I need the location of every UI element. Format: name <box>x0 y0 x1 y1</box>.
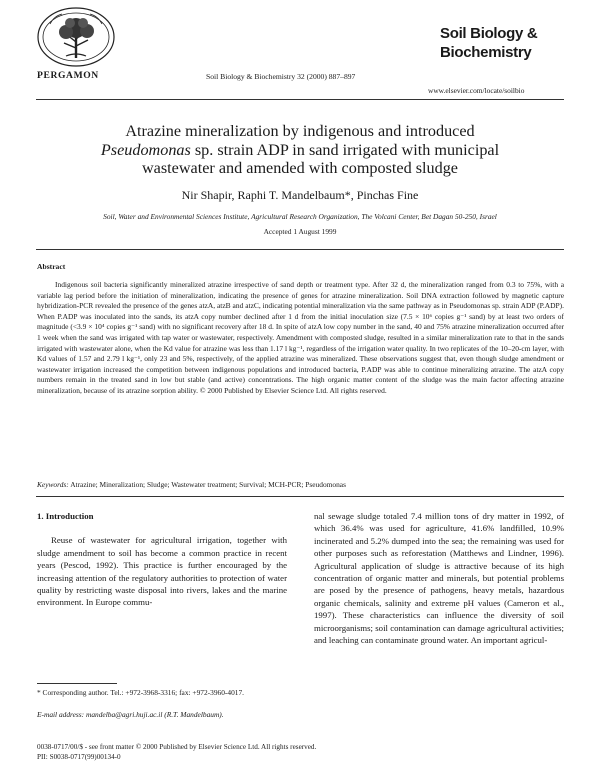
footnote-rule <box>37 683 117 684</box>
left-column <box>37 510 287 609</box>
pii-line: PII: S0038-0717(99)00134-0 <box>37 753 121 761</box>
header-rule <box>36 99 564 100</box>
footnote-corresponding: * Corresponding author. Tel.: +972-3968-3316; fax: +972-3960-4017. <box>37 688 244 697</box>
accepted-date: Accepted 1 August 1999 <box>263 227 337 236</box>
abstract-bottom-rule <box>36 496 564 497</box>
journal-url[interactable]: www.elsevier.com/locate/soilbio <box>428 86 525 95</box>
keywords-list: Atrazine; Mineralization; Sludge; Wastewater treatment; Survival; MCH-PCR; Pseudomonas <box>68 480 346 489</box>
affiliation: Soil, Water and Environmental Sciences Institute, Agricultural Research Organization, The Volcani Center, Bet Dagan 50-250, Israel <box>103 212 497 221</box>
abstract-top-rule <box>36 249 564 250</box>
authors: Nir Shapir, Raphi T. Mandelbaum*, Pinchas Fine <box>181 188 419 202</box>
publisher-name: PERGAMON <box>37 70 99 81</box>
keywords-label: Keywords: <box>37 480 69 489</box>
journal-citation: Soil Biology & Biochemistry 32 (2000) 887–897 <box>206 72 356 81</box>
section-heading-introduction: 1. Introduction <box>37 511 94 521</box>
journal-name-line2: Biochemistry <box>440 44 532 61</box>
front-matter-line: 0038-0717/00/$ - see front matter © 2000 Published by Elsevier Science Ltd. All rights reserved. <box>37 743 317 751</box>
journal-name <box>440 24 570 62</box>
title-line-3: wastewater and amended with composted sludge <box>141 159 458 178</box>
title-genus: Pseudomonas <box>100 140 191 159</box>
title-line-2 <box>36 141 564 160</box>
intro-paragraph-right: nal sewage sludge totaled 7.4 million tons of dry matter in 1992, of which 36.4% was used for agriculture, 41.6% landfilled, 10.9% incinerated and 5.2% dumped into the sea; the remaining was used for other purposes such as reforestation (Matthews and Lindner, 1996). Agricultural application of sludge is attractive because of its high concentration of organic matter and minerals, but potential problems are posed by the presence of pathogens, heavy metals, hazardous organic chemicals, salinity and extreme pH values (Cameron et al., 1997). These characteristics can influence the diversity of soil microorganisms; soil contamination can damage agricultural activities; and leaching can contaminate ground water. An important agricul- <box>314 511 564 646</box>
publisher-logo-icon <box>36 6 116 68</box>
article-title <box>36 122 564 178</box>
title-line-2-rest: sp. strain ADP in sand irrigated with municipal <box>190 140 500 159</box>
keywords <box>37 480 564 489</box>
journal-name-line1: Soil Biology & <box>440 25 538 42</box>
bottom-info <box>37 742 316 762</box>
footnote-email: E-mail address: mandelba@agri.huji.ac.il (R.T. Mandelbaum). <box>37 710 224 719</box>
abstract-text: Indigenous soil bacteria significantly mineralized atrazine irrespective of sand depth or treatment type. After 32 d, the mineralization ranged from 0.3 to 75%, with a variable lag period before the initiation of mineralization, indicating the presence of genes for atrazine mineralization. Soil DNA extraction followed by magnetic capture hybridization-PCR revealed the presence of the genes atzA, atzB and atzC, indicating potential mineralization via the same pathway as in Pseudomonas sp. strain ADP (P.ADP). When P.ADP was inoculated into the sands, its atzA copy number declined after 1 d from the initial inoculation size (7.5 × 10⁶ copies g⁻¹ sand) by at least two orders of magnitude (<3.9 × 10⁴ copies g⁻¹ sand) with no significant recovery after 18 d. In spite of atzA low copy number in the sand, 40 and 75% atrazine mineralization occurred after 1 week when the sand was irrigated with tap water or wastewater, respectively. Amendment with composted sludge, resulted in a similar mineralization rate to that in the sands irrigated with wastewater alone, when the Kd value for atrazine was less than 1.17 l kg⁻¹, regardless of the irrigation water quality. In two replicates of the 10–20-cm layer, with Kd values of 1.57 and 2.79 l kg⁻¹, only 23 and 5%, respectively, of the applied atrazine was mineralized. These observations suggest that, even though sludge amendment or wastewater irrigation increased the competition between indigenous populations and introduced bacteria, P.ADP was able to continue mineralizing atrazine. The atzA copy numbers remain in the treated sand in low but stable (and active) concentrations. The high organic matter content of the sludge was the main factor affecting atrazine mineralization, because of its atrazine sorption ability. © 2000 Published by Elsevier Science Ltd. All rights reserved. <box>37 280 564 395</box>
abstract-heading: Abstract <box>37 262 66 271</box>
intro-paragraph-left: Reuse of wastewater for agricultural irrigation, together with sludge amendment to soil has become a common practice in recent years (Pescod, 1992). This practice is further encouraged by the increasing attention of the regulatory authorities to protection of water quality by restricting waste disposal into rivers, lakes and the marine environment. In Europe commu- <box>37 535 287 608</box>
right-column <box>314 510 564 646</box>
title-line-1: Atrazine mineralization by indigenous and introduced <box>125 122 475 140</box>
